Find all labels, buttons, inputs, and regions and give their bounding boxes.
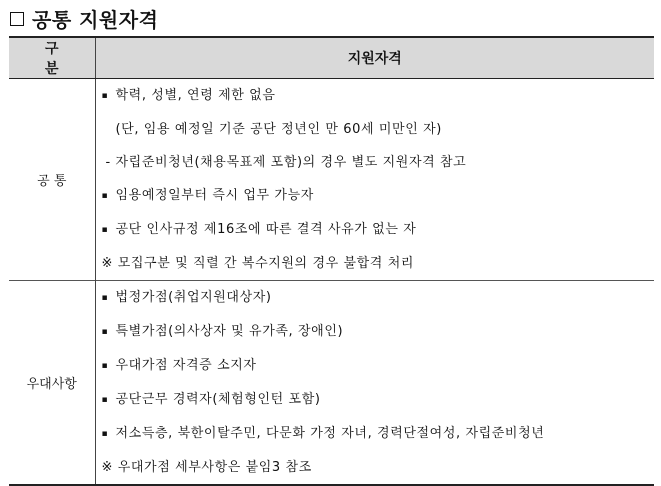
list-item xyxy=(102,213,655,247)
section-heading xyxy=(10,4,158,33)
item-text: 공단 인사규정 제16조에 따른 결격 사유가 없는 자 xyxy=(115,222,417,237)
bullet-icon: ▪ xyxy=(101,327,109,337)
header-qualifications: 지원자격 xyxy=(95,37,654,79)
section-title: 공통 지원자격 xyxy=(32,8,159,32)
item-text: 특별가점(의사상자 및 유가족, 장애인) xyxy=(115,324,344,339)
list-item xyxy=(102,417,655,451)
row-items xyxy=(95,79,654,281)
list-item xyxy=(102,315,655,349)
item-text: 저소득층, 북한이탈주민, 다문화 가정 자녀, 경력단절여성, 자립준비청년 xyxy=(115,426,545,441)
header-category: 구 분 xyxy=(9,37,95,79)
table-row-preference xyxy=(9,281,654,486)
list-item xyxy=(102,349,655,383)
eligibility-table xyxy=(9,36,654,486)
list-item xyxy=(102,247,655,280)
item-text: 학력, 성별, 연령 제한 없음 xyxy=(115,88,276,103)
list-item xyxy=(102,79,655,113)
table-row-common xyxy=(9,79,654,281)
bullet-icon: ▪ xyxy=(101,91,109,101)
bullet-icon: ▪ xyxy=(101,395,109,405)
checkbox-square-icon xyxy=(10,12,24,26)
item-text: ※ 모집구분 및 직렬 간 복수지원의 경우 불합격 처리 xyxy=(101,256,415,271)
bullet-icon: ▪ xyxy=(101,293,109,303)
bullet-icon: ▪ xyxy=(101,191,109,201)
item-text: ※ 우대가점 세부사항은 붙임3 참조 xyxy=(101,460,312,475)
list-item xyxy=(102,113,655,146)
item-text: - 자립준비청년(채용목표제 포함)의 경우 별도 지원자격 참고 xyxy=(105,155,467,170)
list-item xyxy=(102,179,655,213)
item-text: 공단근무 경력자(체험형인턴 포함) xyxy=(115,392,321,407)
bullet-icon: ▪ xyxy=(101,429,109,439)
table-header-row xyxy=(9,37,654,79)
item-text: 법정가점(취업지원대상자) xyxy=(115,290,272,305)
row-items xyxy=(95,281,654,486)
list-item xyxy=(102,383,655,417)
row-category: 우대사항 xyxy=(9,281,95,486)
item-text: 우대가점 자격증 소지자 xyxy=(115,358,257,373)
row-category: 공 통 xyxy=(9,79,95,281)
item-text: (단, 임용 예정일 기준 공단 정년인 만 60세 미만인 자) xyxy=(115,122,442,137)
list-item xyxy=(102,146,655,179)
bullet-icon: ▪ xyxy=(101,361,109,371)
bullet-icon: ▪ xyxy=(101,225,109,235)
list-item xyxy=(102,281,655,315)
item-text: 임용예정일부터 즉시 업무 가능자 xyxy=(115,188,314,203)
